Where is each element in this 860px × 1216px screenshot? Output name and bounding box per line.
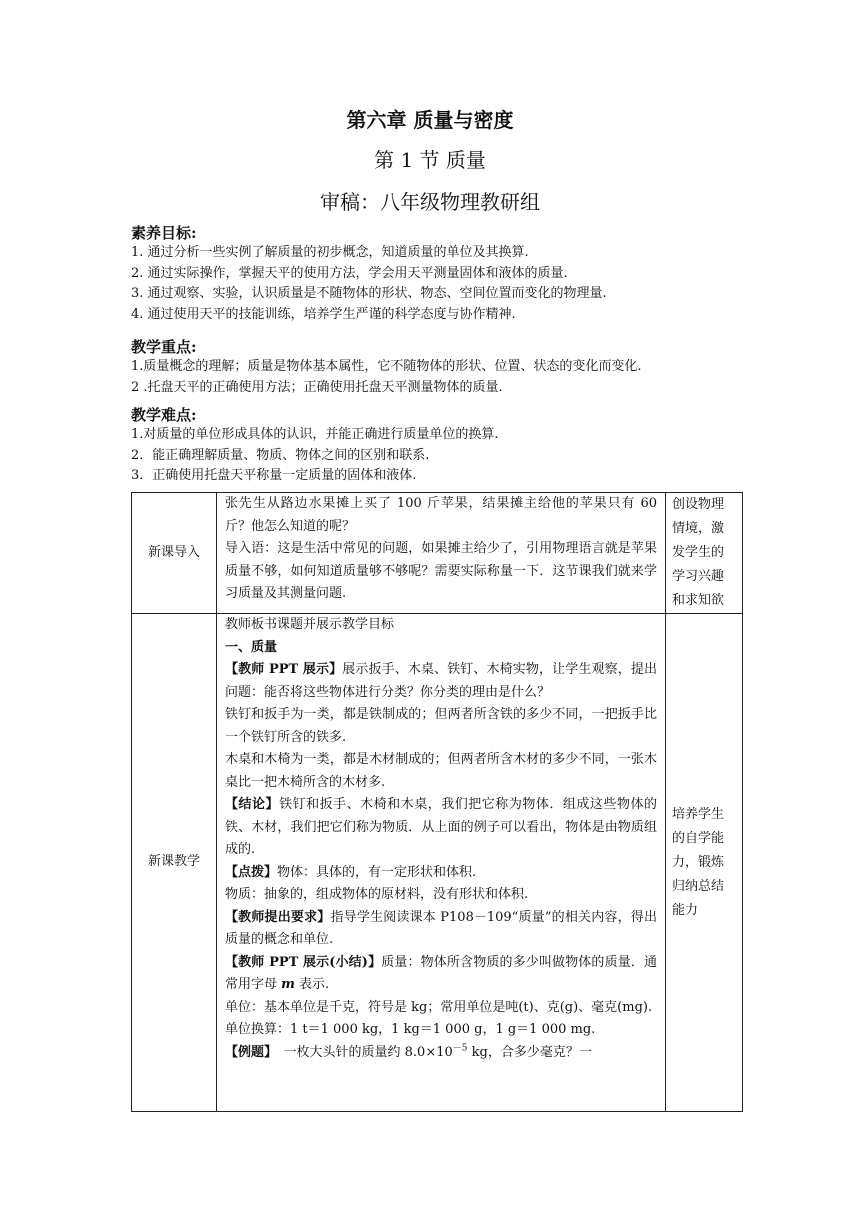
tip-paragraph bbox=[225, 862, 657, 885]
goal-item: 2. 通过实际操作，掌握天平的使用方法，学会用天平测量固体和液体的质量. bbox=[131, 265, 568, 281]
summary-tag: 【教师 PPT 展示(小结)】 bbox=[225, 954, 382, 970]
conversion-paragraph: 单位换算：1 t＝1 000 kg，1 kg＝1 000 g，1 g＝1 000 mg. bbox=[225, 1022, 596, 1037]
section-heading: 一、质量 bbox=[225, 639, 278, 655]
summary-text: 质量：物体所含物质的多少叫做物体的质量．通常用字母 bbox=[225, 954, 657, 992]
key-point-item: 2 .托盘天平的正确使用方法；正确使用托盘天平测量物体的质量. bbox=[131, 379, 503, 395]
conclusion-paragraph bbox=[225, 794, 657, 862]
key-point-item: 1.质量概念的理解；质量是物体基本属性，它不随物体的形状、位置、状态的变化而变化. bbox=[131, 359, 642, 374]
example-text: 一枚大头针的质量约 8.0×10 bbox=[270, 1044, 453, 1060]
ppt-tag: 【教师 PPT 展示】 bbox=[225, 662, 343, 677]
content-clip bbox=[225, 614, 657, 1111]
lesson-table bbox=[131, 492, 743, 1112]
intro-lead: 导入语：这是生活中常见的问题，如果摊主给少了，引用物理语言就是苹果质量不够，如何知道质量够不够呢？需要实际称量一下．这节课我们就来学习质量及其测量问题. bbox=[225, 541, 657, 601]
goal-item: 3. 通过观察、实验，认识质量是不随物体的形状、物态、空间位置而变化的物理量. bbox=[131, 286, 607, 301]
conclusion-tag: 【结论】 bbox=[225, 797, 280, 812]
intro-scenario: 张先生从路边水果摊上买了 100 斤苹果，结果摊主给他的苹果只有 60 斤？他怎么知道的呢？ bbox=[225, 496, 657, 534]
ppt-text: 展示扳手、木桌、铁钉、木椅实物，让学生观察，提出问题：能否将这些物体进行分类？你分类的理由是什么？ bbox=[225, 662, 657, 700]
row-content bbox=[217, 614, 666, 1112]
goal-item: 4. 通过使用天平的技能训练，培养学生严谨的科学态度与协作精神. bbox=[131, 306, 516, 322]
row-content bbox=[217, 493, 666, 614]
example-text-end: kg，合多少毫克？一 bbox=[467, 1044, 592, 1060]
row-label: 新课导入 bbox=[132, 493, 217, 614]
goal-item: 1. 通过分析一些实例了解质量的初步概念，知道质量的单位及其换算. bbox=[131, 245, 529, 260]
difficulties-heading: 教学难点 bbox=[131, 406, 192, 424]
requirement-paragraph bbox=[225, 907, 657, 952]
section-title: 第 1 节 质量 bbox=[374, 148, 486, 172]
teaching-intro: 教师板书课题并展示教学目标 bbox=[225, 617, 395, 632]
key-points-heading: 教学重点 bbox=[131, 338, 192, 356]
difficulties-section: 教学难点: 1.对质量的单位形成具体的认识，并能正确进行质量单位的换算. 2．能正确理解质量、物质、物体之间的区别和联系. 3．正确使用托盘天平称量一定质量的固体和液体. bbox=[131, 405, 731, 487]
row-label: 新课教学 bbox=[132, 614, 217, 1112]
matter-paragraph: 物质：抽象的，组成物体的原材料，没有形状和体积. bbox=[225, 887, 529, 902]
conclusion-text: 铁钉和扳手、木椅和木桌，我们把它称为物体．组成这些物体的铁、木材，我们把它们称为物质．从上面的例子可以看出，物体是由物质组成的. bbox=[225, 797, 657, 857]
goals-heading: 素养目标 bbox=[131, 224, 192, 242]
table-row bbox=[132, 614, 743, 1112]
example-paragraph bbox=[225, 1042, 657, 1065]
summary-text-end: 表示. bbox=[294, 977, 330, 992]
difficulty-item: 2．能正确理解质量、物质、物体之间的区别和联系. bbox=[131, 447, 430, 463]
example-tag: 【例题】 bbox=[225, 1044, 271, 1060]
row-note: 培养学生的自学能力，锻炼归纳总结能力 bbox=[666, 614, 743, 1112]
ppt-paragraph bbox=[225, 659, 657, 704]
table-row bbox=[132, 493, 743, 614]
requirement-tag: 【教师提出要求】 bbox=[225, 909, 331, 925]
difficulty-item: 1.对质量的单位形成具体的认识，并能正确进行质量单位的换算. bbox=[131, 427, 499, 442]
difficulty-item: 3．正确使用托盘天平称量一定质量的固体和液体. bbox=[131, 468, 417, 483]
iron-paragraph: 铁钉和扳手为一类，都是铁制成的；但两者所含铁的多少不同，一把扳手比一个铁钉所含的铁多. bbox=[225, 707, 657, 745]
example-exponent: －5 bbox=[452, 1043, 468, 1054]
goals-section: 素养目标: 1. 通过分析一些实例了解质量的初步概念，知道质量的单位及其换算. 2. 通过实际操作，掌握天平的使用方法，学会用天平测量固体和液体的质量. 3. 通过观察、实验，认识质量是不随物体的形状、物态、空间位置而变化的物理量. 4. 通过使用天平的技能训练，培养学生严谨的科学态度与协作精神. bbox=[131, 223, 731, 325]
chapter-title: 第六章 质量与密度 bbox=[346, 108, 514, 132]
mass-symbol: m bbox=[281, 977, 295, 992]
unit-paragraph: 单位：基本单位是千克，符号是 kg；常用单位是吨(t)、克(g)、毫克(mg). bbox=[225, 999, 653, 1015]
key-points-section: 教学重点: 1.质量概念的理解；质量是物体基本属性，它不随物体的形状、位置、状态的变化而变化. 2 .托盘天平的正确使用方法；正确使用托盘天平测量物体的质量. bbox=[131, 337, 731, 398]
summary-paragraph bbox=[225, 952, 657, 997]
wood-paragraph: 木桌和木椅为一类，都是木材制成的；但两者所含木材的多少不同，一张木桌比一把木椅所含的木材多. bbox=[225, 752, 657, 790]
reviewer-line: 审稿：八年级物理教研组 bbox=[320, 190, 540, 214]
tip-tag: 【点拨】 bbox=[225, 864, 278, 880]
row-note: 创设物理情境，激发学生的学习兴趣和求知欲 bbox=[666, 493, 743, 614]
requirement-text: 指导学生阅读课本 P108－109“质量”的相关内容，得出质量的概念和单位. bbox=[225, 909, 657, 947]
tip-text: 物体：具体的，有一定形状和体积. bbox=[277, 864, 477, 880]
